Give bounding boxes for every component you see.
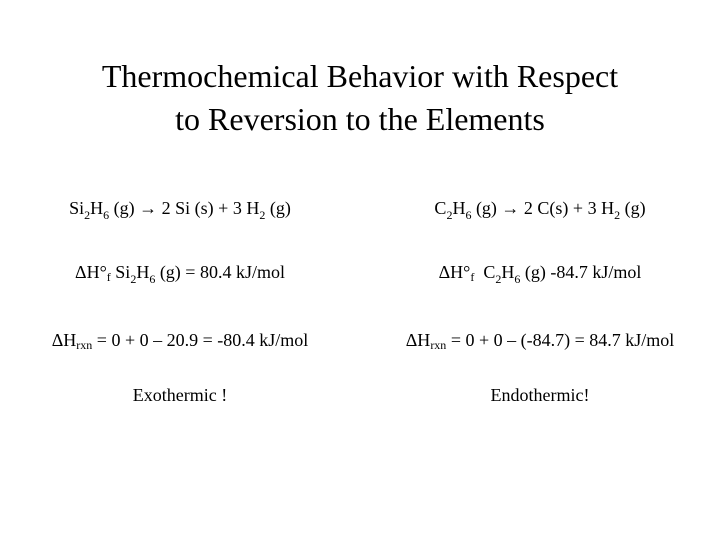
c2h6-enthalpy-of-formation: ΔH°f $C_2H_6$ (g) -84.7 kJ/mol — [438, 262, 642, 286]
slide-title — [0, 55, 720, 141]
si2h6-enthalpy-of-formation: ΔH°f $Si_2H_6$ (g) = 80.4 kJ/mol — [75, 262, 285, 286]
c2h6-decomposition-equation: $C_2H_6$ (g) → 2 C(s) + 3 $H_2$ (g) — [434, 198, 646, 222]
c2h6-enthalpy-of-reaction: ΔHrxn = 0 + 0 – (-84.7) = 84.7 kJ/mol — [405, 330, 675, 352]
title-line-2: to Reversion to the Elements — [175, 101, 545, 137]
title-line-1: Thermochemical Behavior with Respect — [101, 58, 619, 94]
si2h6-decomposition-equation: $Si_2H_6$ (g) → 2 Si (s) + 3 $H_2$ (g) — [69, 198, 291, 222]
c2h6-result: Endothermic! — [490, 385, 590, 405]
si2h6-enthalpy-of-reaction: ΔHrxn = 0 + 0 – 20.9 = -80.4 kJ/mol — [51, 330, 309, 352]
si2h6-result: Exothermic ! — [132, 385, 228, 405]
